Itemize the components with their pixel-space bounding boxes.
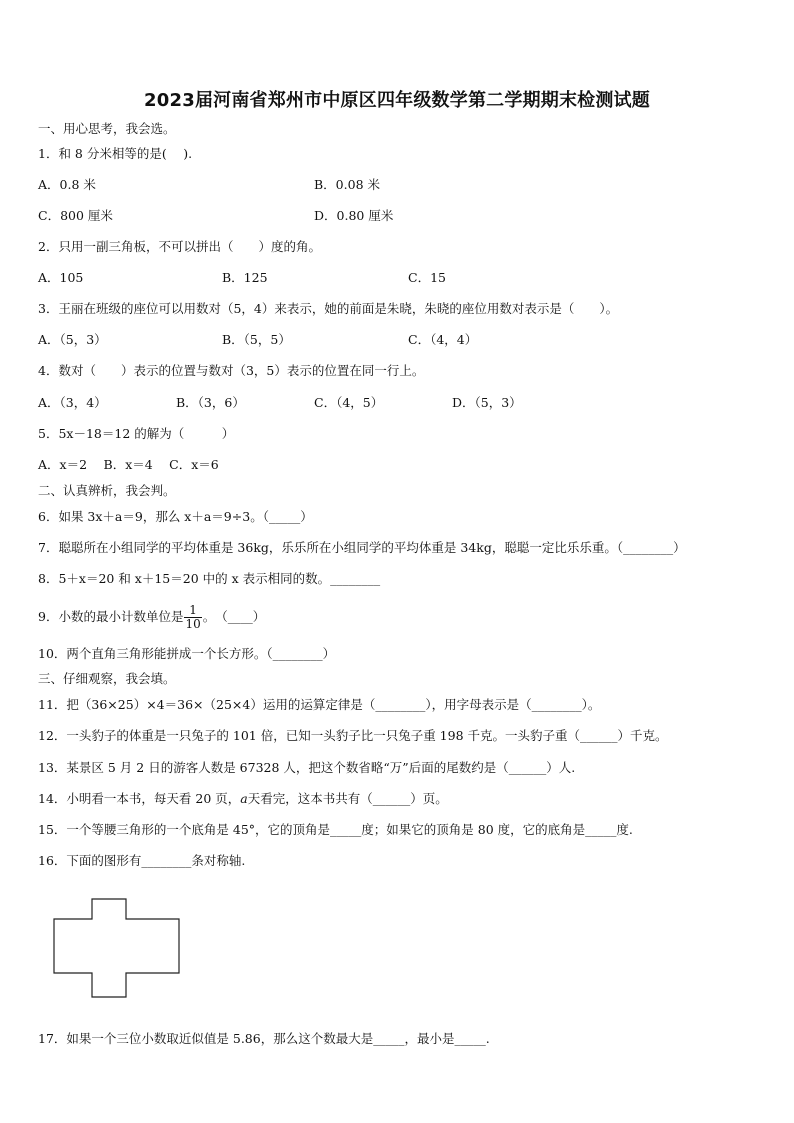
q1-option-b: B．0.08 米 <box>314 177 380 192</box>
q1-option-d: D．0.80 厘米 <box>314 208 394 223</box>
question-1: 1．和 8 分米相等的是( ). <box>38 146 193 161</box>
section-1-heading: 一、用心思考，我会选。 <box>38 121 176 136</box>
q4-option-b: B．（3，6） <box>176 395 245 410</box>
question-15: 15．一个等腰三角形的一个底角是 45°，它的顶角是_____度；如果它的顶角是 80 度，它的底角是_____度. <box>38 822 633 837</box>
q4-option-c: C．（4，5） <box>314 395 384 410</box>
question-11: 11．把（36×25）×4＝36×（25×4）运用的运算定律是（________），用字母表示是（________）。 <box>38 697 601 712</box>
q1-option-a: A．0.8 米 <box>38 177 96 192</box>
section-3-heading: 三、仔细观察，我会填。 <box>38 671 176 686</box>
cross-shape-outline <box>54 899 179 997</box>
question-7: 7．聪聪所在小组同学的平均体重是 36kg，乐乐所在小组同学的平均体重是 34kg，聪聪一定比乐乐重。（________） <box>38 540 686 555</box>
cross-shape-figure <box>52 897 184 1001</box>
question-13: 13．某景区 5 月 2 日的游客人数是 67328 人，把这个数省略“万”后面的尾数约是（______）人. <box>38 760 576 775</box>
q14-text-before: 14．小明看一本书，每天看 20 页， <box>38 791 241 806</box>
question-3: 3．王丽在班级的座位可以用数对（5，4）来表示，她的前面是朱晓，朱晓的座位用数对表示是（ ）。 <box>38 301 619 316</box>
q2-option-a: A．105 <box>38 270 84 285</box>
question-17: 17．如果一个三位小数取近似值是 5.86，那么这个数最大是_____，最小是_____. <box>38 1031 490 1046</box>
q9-fraction-denominator: 10 <box>185 617 201 631</box>
question-5: 5．5x－18＝12 的解为（ ） <box>38 426 235 441</box>
q2-option-c: C．15 <box>408 270 446 285</box>
q14-text-after: 天看完，这本书共有（______）页。 <box>247 791 448 806</box>
section-2-heading: 二、认真辨析，我会判。 <box>38 483 176 498</box>
question-16: 16．下面的图形有________条对称轴. <box>38 853 246 868</box>
question-4: 4．数对（ ）表示的位置与数对（3，5）表示的位置在同一行上。 <box>38 363 425 378</box>
q14-variable: a <box>240 791 248 806</box>
question-12: 12．一头豹子的体重是一只兔子的 101 倍，已知一头豹子比一只兔子重 198 千克。一头豹子重（______）千克。 <box>38 728 668 743</box>
question-14 <box>38 790 448 808</box>
exam-title: 2023届河南省郑州市中原区四年级数学第二学期期末检测试题 <box>144 90 650 111</box>
q9-fraction <box>184 604 201 631</box>
question-10: 10．两个直角三角形能拼成一个长方形。（________） <box>38 646 336 661</box>
question-8: 8．5＋x＝20 和 x＋15＝20 中的 x 表示相同的数。________ <box>38 571 381 586</box>
q4-option-a: A．（3，4） <box>38 395 107 410</box>
q4-option-d: D．（5，3） <box>452 395 522 410</box>
q9-text-after: 。 （____） <box>202 609 266 624</box>
q3-option-b: B．（5，5） <box>222 332 291 347</box>
q9-fraction-numerator: 1 <box>184 604 201 618</box>
question-6: 6．如果 3x＋a＝9，那么 x＋a＝9÷3。（_____） <box>38 509 313 524</box>
q3-option-a: A．（5，3） <box>38 332 107 347</box>
q5-options: A．x＝2 B．x＝4 C．x＝6 <box>38 457 219 472</box>
q3-option-c: C．（4，4） <box>408 332 478 347</box>
question-9 <box>38 600 265 634</box>
q2-option-b: B．125 <box>222 270 268 285</box>
q9-text-before: 9．小数的最小计数单位是 <box>38 609 184 624</box>
question-2: 2．只用一副三角板，不可以拼出（ ）度的角。 <box>38 239 321 254</box>
q1-option-c: C．800 厘米 <box>38 208 113 223</box>
